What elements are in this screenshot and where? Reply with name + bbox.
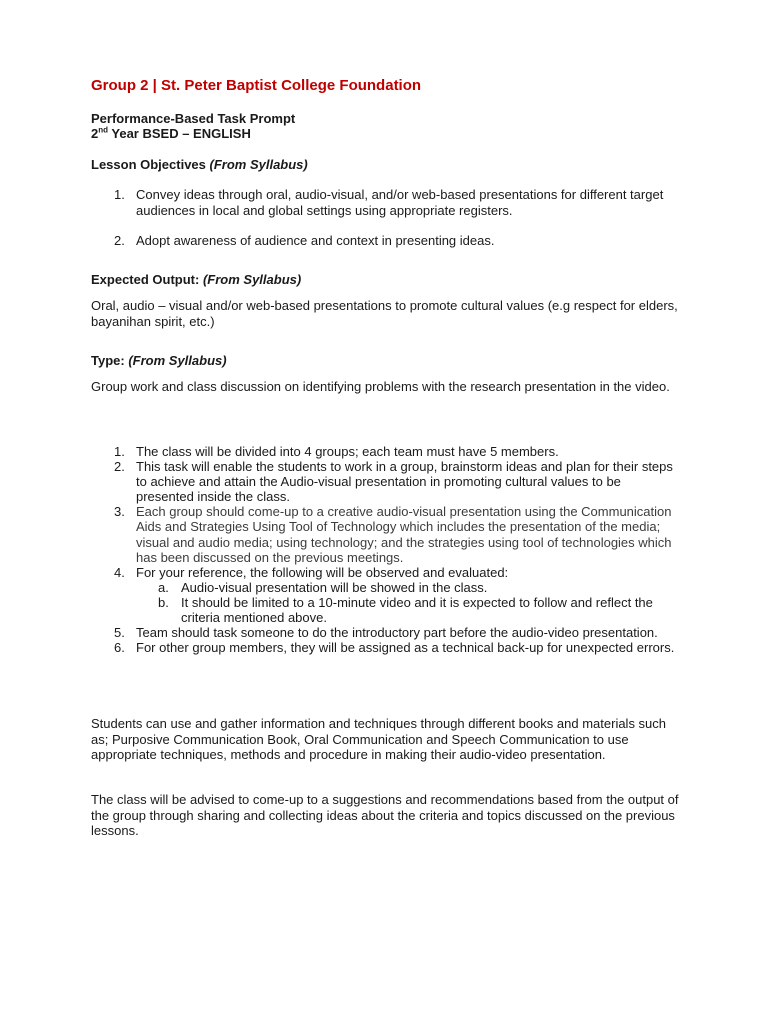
objective-text: Convey ideas through oral, audio-visual, and/or web-based presentations for different target audiences in local and global settings using appropriate registers. [136,187,664,218]
year-program: Year BSED – ENGLISH [108,126,251,141]
objectives-list [91,187,681,218]
task-item [91,444,681,459]
objective-number: 2. [114,233,125,248]
criteria-item [136,595,681,625]
objective-item [91,187,681,218]
lesson-objectives-heading [91,157,308,172]
lesson-objectives-label: Lesson Objectives [91,157,210,172]
expected-output-text: Oral, audio – visual and/or web-based presentations to promote cultural values (e.g respect for elders, bayanihan spirit, etc.) [91,298,678,329]
year-ordinal: nd [98,125,109,135]
task-text: For other group members, they will be assigned as a technical back-up for unexpected errors. [136,640,675,656]
resources-paragraph: Students can use and gather information and techniques through different books and materials such as; Purposive Communication Book, Oral Communication and Speech Communication to use appropriate techniques, methods and procedure in making their audio-video presentation. [91,716,667,762]
task-prompt-title: Performance-Based Task Prompt [91,111,296,126]
task-number: 3. [114,504,125,520]
criteria-letter: b. [158,594,169,610]
type-source: (From Syllabus) [128,353,227,368]
task-item [91,625,681,640]
objectives-list-continued [91,233,681,249]
task-text: Team should task someone to do the introductory part before the audio-video presentation. [136,625,658,641]
type-label: Type: [91,353,129,368]
course-year [91,126,251,141]
criteria-item [136,580,681,595]
criteria-text: It should be limited to a 10-minute video and it is expected to follow and reflect the criteria mentioned above. [181,594,653,626]
task-text: Each group should come-up to a creative audio-visual presentation using the Communication Aids and Strategies Using Tool of Technology which includes the presentation of the media; visual and audio media; using technology; and the strategies using tool of technologies which has been discussed on the previous meetings. [136,504,672,565]
task-number: 2. [114,459,125,475]
task-item [91,565,681,625]
lesson-objectives-source: (From Syllabus) [209,157,308,172]
expected-output-heading [91,272,301,287]
task-number: 1. [114,444,125,459]
task-item [91,640,681,655]
objective-text: Adopt awareness of audience and context in presenting ideas. [136,233,495,248]
objective-number: 1. [114,187,125,202]
task-text: The class will be divided into 4 groups; each team must have 5 members. [136,444,559,459]
objective-item [91,233,681,249]
task-item [91,459,681,504]
advice-paragraph: The class will be advised to come-up to a suggestions and recommendations based from the output of the group through sharing and collecting ideas about the criteria and topics discussed on the previous lessons. [91,792,679,838]
task-text: For your reference, the following will be observed and evaluated: [136,564,509,580]
expected-output-source: (From Syllabus) [202,272,302,287]
criteria-letter: a. [158,579,169,595]
task-number: 5. [114,625,125,641]
year-number: 2 [91,126,99,141]
task-number: 4. [114,564,125,580]
evaluation-criteria-list [136,580,681,625]
task-list [91,444,681,655]
task-number: 6. [114,640,125,656]
type-heading [91,353,227,368]
expected-output-label: Expected Output: [91,272,203,287]
type-text: Group work and class discussion on identifying problems with the research presentation in the video. [91,379,670,394]
criteria-text: Audio-visual presentation will be showed in the class. [181,579,488,595]
task-text: This task will enable the students to work in a group, brainstorm ideas and plan for their steps to achieve and attain the Audio-visual presentation in promoting cultural values to be presented inside the class. [136,459,673,505]
page-title: Group 2 | St. Peter Baptist College Foundation [91,77,422,94]
task-item [91,504,681,564]
